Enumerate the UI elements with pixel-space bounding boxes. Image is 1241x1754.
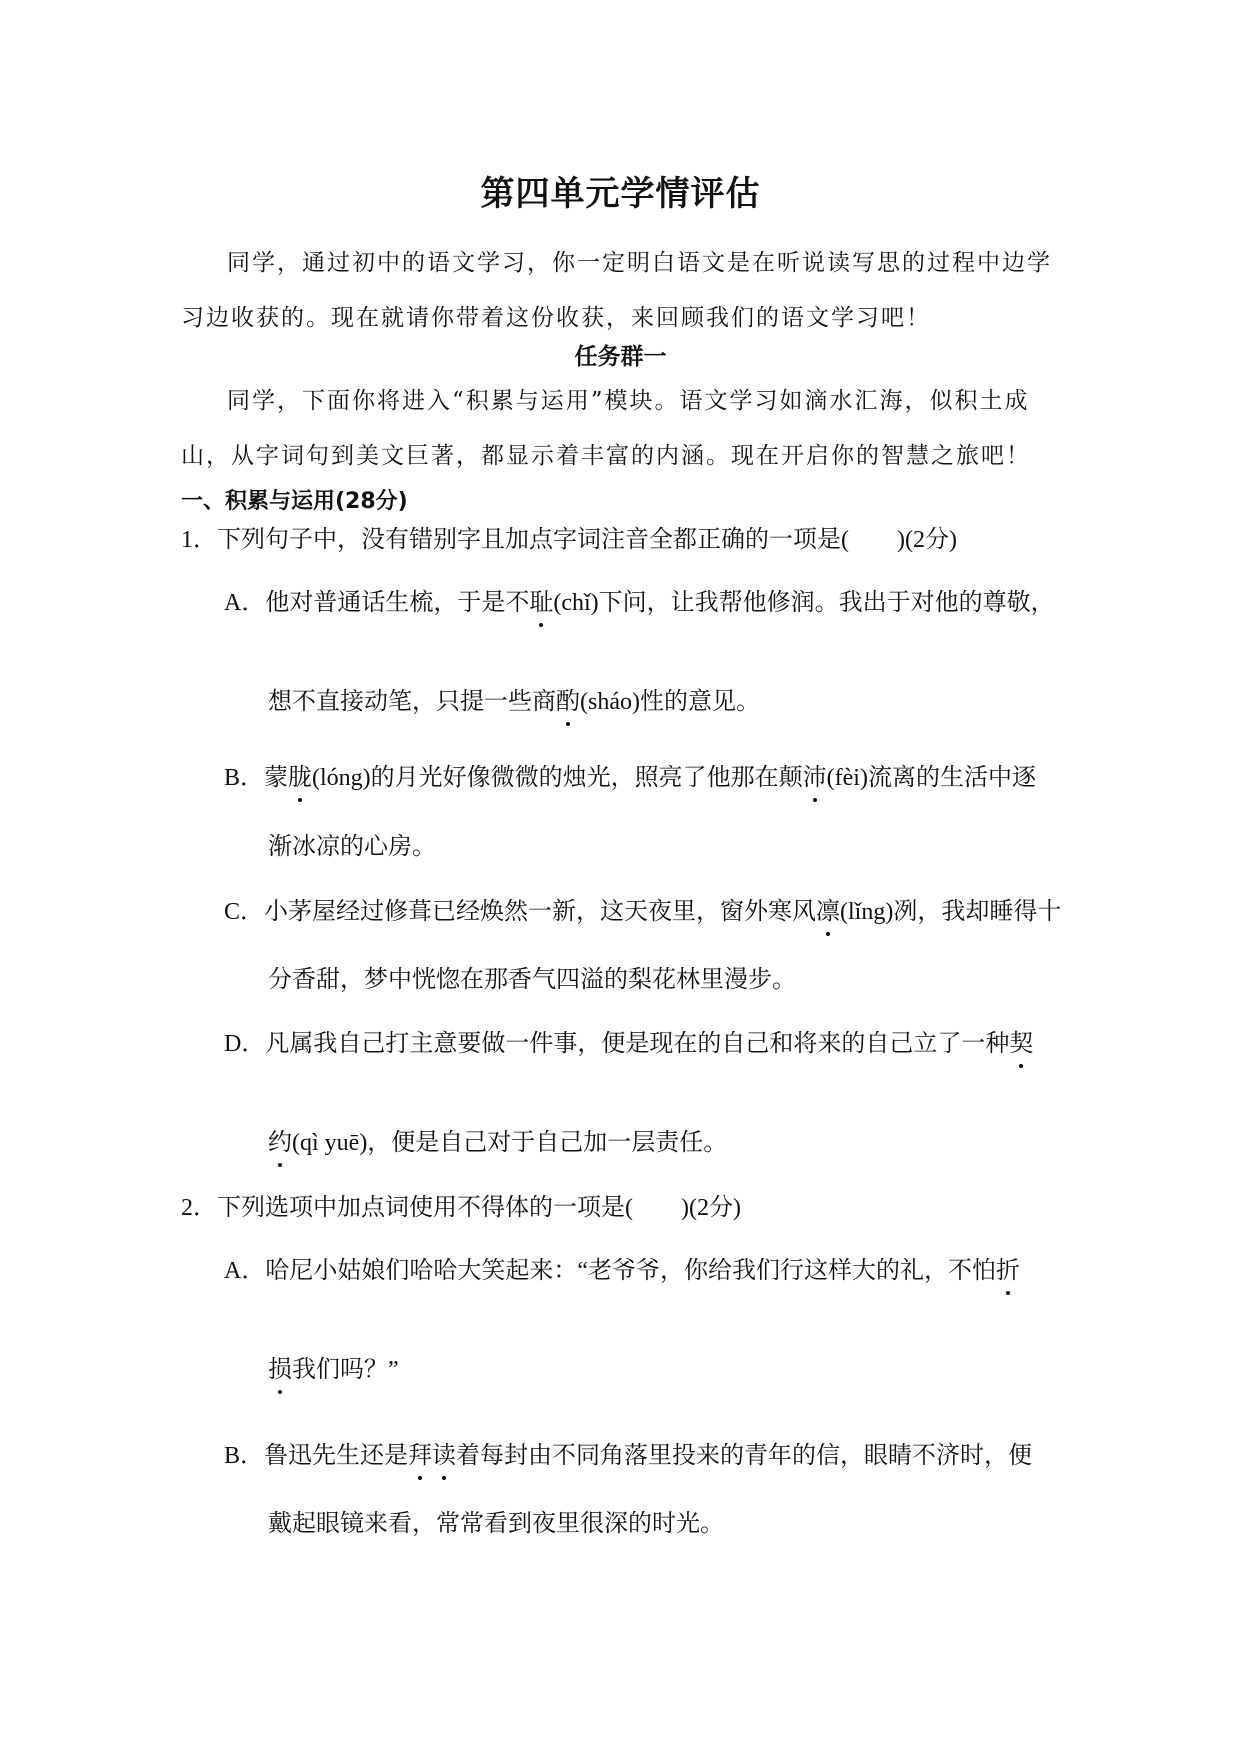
- q1-option-b-cont: 渐冰凉的心房。: [268, 834, 436, 860]
- text-run: B．蒙: [224, 765, 289, 791]
- dotted-char: 读: [432, 1440, 456, 1472]
- q1-option-a: [224, 587, 1064, 619]
- q1-option-a-cont: [268, 686, 1068, 718]
- text-run: 想不直接动笔，只提一些商: [268, 689, 556, 715]
- q1-option-b: [224, 762, 1064, 794]
- text-run: (sháo)性的意见。: [580, 689, 760, 715]
- dotted-char: 拜: [408, 1440, 432, 1472]
- q1-option-c-cont: 分香甜，梦中恍惚在那香气四溢的梨花林里漫步。: [268, 967, 796, 993]
- dotted-char: 凛: [816, 896, 840, 928]
- q2-option-b: [224, 1440, 1064, 1472]
- text-run: (lóng)的月光好像微微的烛光，照亮了他那在颠: [312, 765, 803, 791]
- text-run: D．凡属我自己打主意要做一件事，便是现在的自己和将来的自己立了一种: [224, 1031, 1010, 1057]
- text-run: C．小茅屋经过修葺已经焕然一新，这天夜里，窗外寒风: [224, 899, 817, 925]
- q2-option-a: [224, 1255, 1064, 1287]
- dotted-char: 胧: [288, 762, 312, 794]
- intro-paragraph: 同学，通过初中的语文学习，你一定明白语文是在听说读写思的过程中边学习边收获的。现在就请你带着这份收获，来回顾我们的语文学习吧！: [181, 250, 1052, 331]
- dotted-char: 沛: [803, 762, 827, 794]
- text-run: (qì yuē)，便是自己对于自己加一层责任。: [292, 1130, 728, 1156]
- q1-option-d-cont: [268, 1127, 1068, 1159]
- question-1-stem: 1．下列句子中，没有错别字且加点字词注音全都正确的一项是( )(2分): [181, 527, 957, 553]
- dotted-char: 酌: [556, 686, 580, 718]
- dotted-char: 损: [268, 1354, 292, 1386]
- text-run: (chǐ)下问，让我帮他修润。我出于对他的尊敬，: [553, 590, 1055, 616]
- dotted-char: 折: [996, 1255, 1020, 1287]
- task-intro-paragraph: 同学，下面你将进入“积累与运用”模块。语文学习如滴水汇海，似积土成山，从字词句到美文巨著，都显示着丰富的内涵。现在开启你的智慧之旅吧！: [181, 388, 1031, 469]
- text-run: 着每封由不同角落里投来的青年的信，眼睛不济时，便: [456, 1443, 1033, 1469]
- text-run: 我们吗？”: [292, 1357, 399, 1383]
- dotted-char: 约: [268, 1127, 292, 1159]
- task-group-heading: 任务群一: [574, 344, 667, 370]
- text-run: A．哈尼小姑娘们哈哈大笑起来：“老爷爷，你给我们行这样大的礼，不怕: [224, 1258, 996, 1284]
- question-2-stem: 2．下列选项中加点词使用不得体的一项是( )(2分): [181, 1195, 741, 1221]
- q2-option-a-cont: [268, 1354, 1068, 1386]
- text-run: (lǐng)冽，我却睡得十: [840, 899, 1062, 925]
- text-run: B．鲁迅先生还是: [224, 1443, 409, 1469]
- dotted-char: 契: [1009, 1028, 1033, 1060]
- text-run: A．他对普通话生梳，于是不: [224, 590, 530, 616]
- dotted-char: 耻: [529, 587, 553, 619]
- q1-option-d: [224, 1028, 1064, 1060]
- q1-option-c: [224, 896, 1064, 928]
- q2-option-b-cont: 戴起眼镜来看，常常看到夜里很深的时光。: [268, 1511, 724, 1537]
- page-title: 第四单元学情评估: [480, 174, 761, 214]
- text-run: (fèi)流离的生活中逐: [826, 765, 1036, 791]
- section-title: 一、积累与运用(28分): [181, 489, 408, 514]
